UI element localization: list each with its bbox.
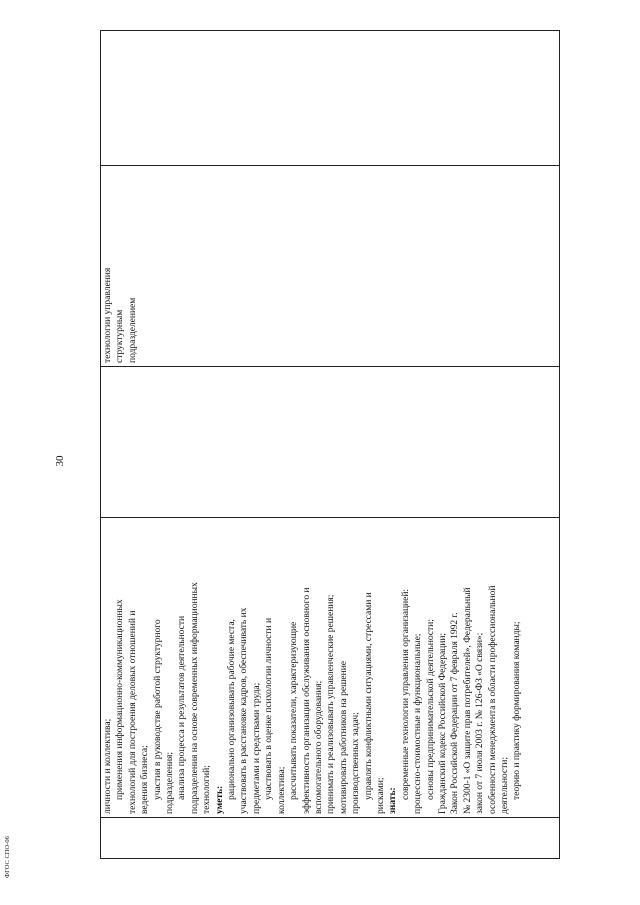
- text-line: рационально организовывать рабочие места,: [226, 619, 238, 800]
- text-line: участвовать в оценке психологии личности и: [263, 617, 275, 800]
- text-line: рассчитывать показатели, характеризующие: [288, 621, 300, 800]
- text-line: участвовать в расстановке кадров, обеспечивать их: [238, 607, 250, 814]
- text-line: предметами и средствами труда;: [250, 682, 262, 814]
- discipline-lines: [101, 166, 139, 366]
- text-line: теорию и практику формирования команды;: [511, 621, 523, 800]
- text-line: вспомогательного оборудования;: [312, 680, 324, 814]
- text-line: уметь:: [213, 785, 225, 814]
- text-line: подразделения;: [164, 751, 176, 814]
- competency-table: [100, 30, 560, 859]
- text-line: процессно-стоимостные и функциональные;: [412, 633, 424, 814]
- cell-discipline: [101, 166, 560, 367]
- text-line: № 2300-1 «О защите прав потребителей», Федеральный: [461, 587, 473, 814]
- text-line: эффективность организации обслуживания основного и: [300, 587, 312, 814]
- cell-code: [101, 818, 560, 859]
- text-line: технологии управления: [102, 267, 113, 363]
- text-line: принимать и реализовывать управленческие решения;: [325, 594, 337, 814]
- text-line: структурным: [114, 309, 126, 363]
- cell-hours: [101, 367, 560, 518]
- rotated-table-container: [100, 35, 561, 859]
- text-line: личности и коллектива;: [102, 718, 113, 814]
- text-line: закон от 7 июля 2003 г. № 126-ФЗ «О связи»;: [474, 632, 486, 814]
- footer-label: ФГОС СПО-06: [4, 836, 11, 878]
- text-line: мотивировать работников на решение: [337, 661, 349, 814]
- competency-lines: [101, 518, 524, 817]
- text-line: технологий для построения деловых отношений и: [126, 610, 138, 814]
- text-line: знать:: [387, 787, 399, 814]
- text-line: ведения бизнеса;: [139, 745, 151, 814]
- cell-competence-codes: [101, 31, 560, 166]
- text-line: управлять конфликтными ситуациями, стрессами и: [362, 592, 374, 800]
- text-line: рисками;: [374, 777, 386, 814]
- cell-competency-text: [101, 518, 560, 818]
- text-line: технологий;: [201, 765, 213, 814]
- text-line: основы предпринимательской деятельности;: [424, 619, 436, 800]
- text-line: производственных задач;: [350, 712, 362, 814]
- text-line: деятельности;: [499, 757, 510, 814]
- text-line: современные технологии управления организацией:: [399, 588, 411, 800]
- text-line: подразделением: [126, 297, 138, 363]
- text-line: применения информационно-коммуникационных: [114, 599, 126, 800]
- page-number: 30: [54, 455, 66, 467]
- text-line: Гражданский кодекс Российской Федерации;: [436, 632, 448, 814]
- table-row: [101, 31, 560, 859]
- text-line: участия в руководстве работой структурного: [151, 619, 163, 800]
- text-line: коллектива;: [275, 766, 287, 814]
- text-line: подразделения на основе современных информационных: [188, 582, 200, 814]
- text-line: анализа процесса и результатов деятельности: [176, 615, 188, 800]
- text-line: Закон Российской Федерации от 7 февраля 1992 г.: [449, 612, 461, 814]
- text-line: особенности менеджмента в области профессиональной: [486, 585, 498, 814]
